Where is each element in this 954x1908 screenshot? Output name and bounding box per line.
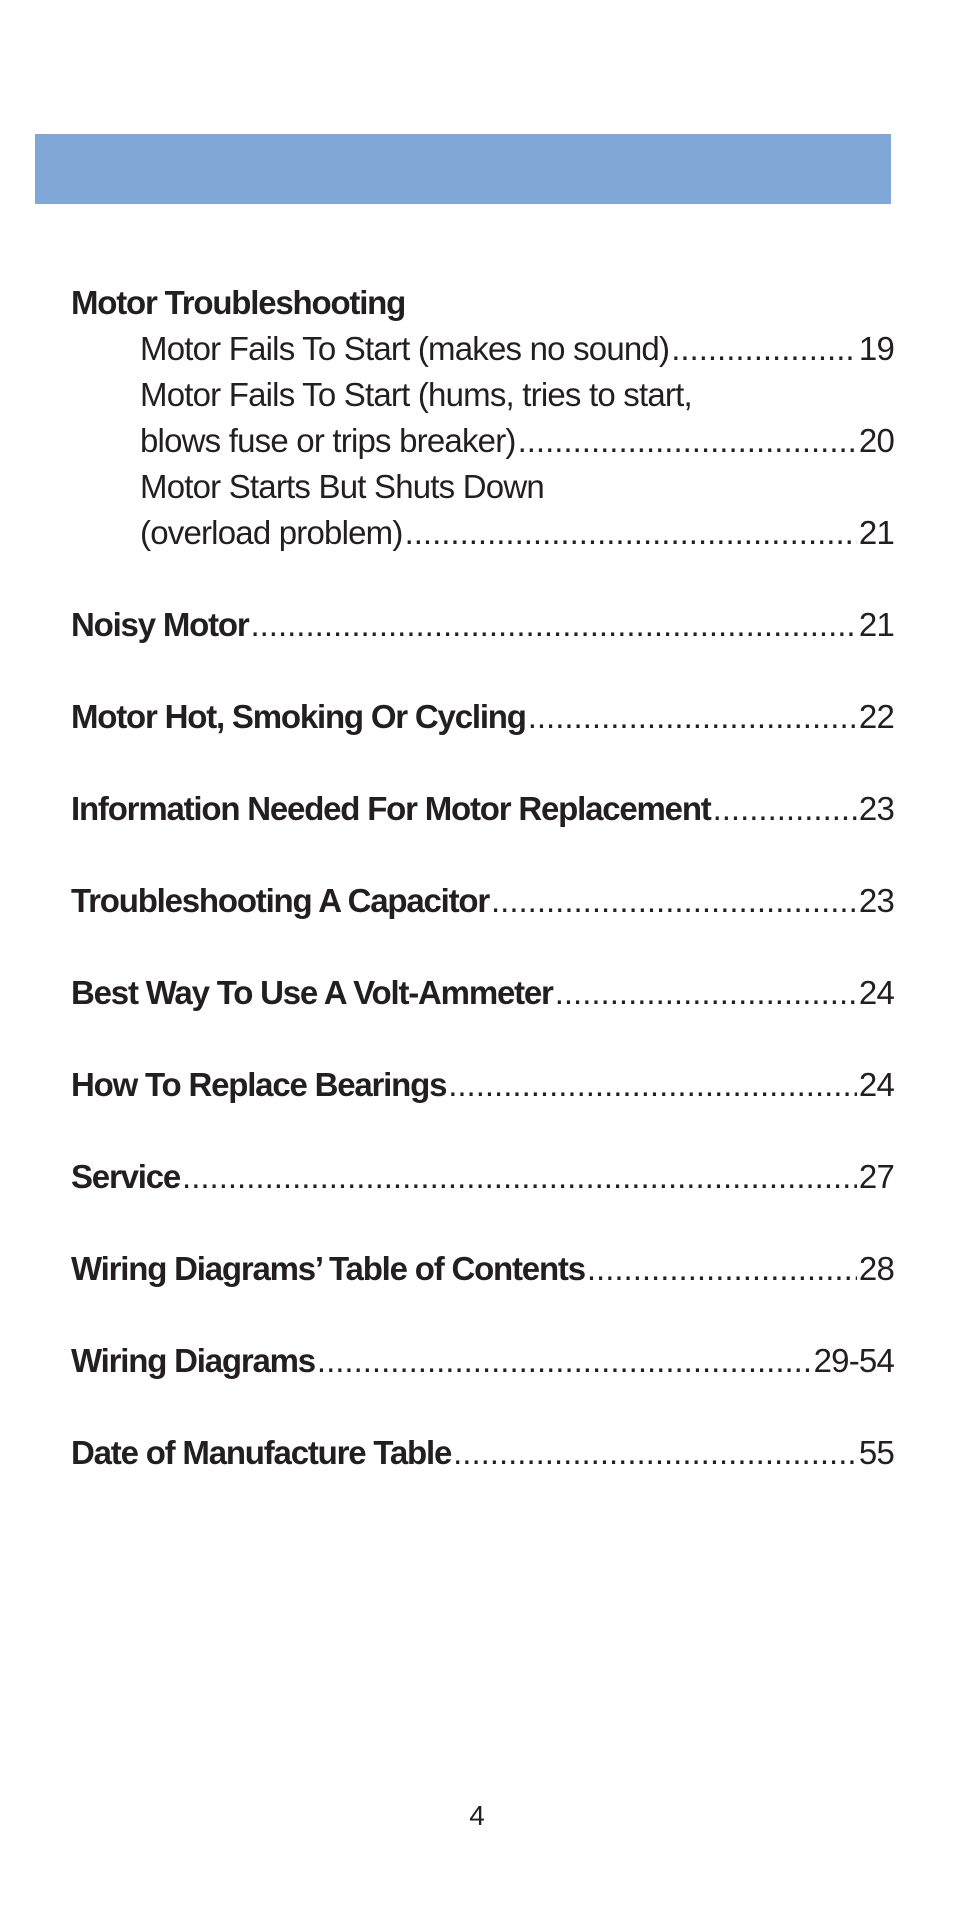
dot-leader [528, 694, 857, 740]
dot-leader [453, 1430, 857, 1476]
toc-subentry-title: Motor Fails To Start (hums, tries to start, [140, 376, 692, 413]
dot-leader [182, 1154, 857, 1200]
toc-entry[interactable] [71, 1430, 894, 1476]
dot-leader [713, 786, 857, 832]
toc-subentry[interactable] [71, 510, 894, 556]
toc-page-number: 19 [858, 330, 894, 367]
toc-page-number: 23 [858, 790, 894, 827]
dot-leader [448, 1062, 857, 1108]
toc-entry[interactable] [71, 878, 894, 924]
header-band [35, 134, 891, 204]
toc-subentry-title: Motor Fails To Start (makes no sound) [140, 330, 670, 367]
toc-entry-title: Troubleshooting A Capacitor [71, 882, 489, 919]
toc-page-number: 23 [858, 882, 894, 919]
toc-page-number: 22 [858, 698, 894, 735]
table-of-contents [71, 280, 894, 1476]
dot-leader [317, 1338, 812, 1384]
toc-entry[interactable] [71, 970, 894, 1016]
toc-entry[interactable] [71, 602, 894, 648]
toc-entry-title: Noisy Motor [71, 606, 249, 643]
dot-leader [555, 970, 857, 1016]
dot-leader [491, 878, 857, 924]
toc-page-number: 28 [858, 1250, 894, 1287]
toc-subentry-title: Motor Starts But Shuts Down [140, 468, 544, 505]
toc-subentry-title: blows fuse or trips breaker) [140, 422, 516, 459]
page-number: 4 [469, 1800, 485, 1831]
dot-leader [671, 326, 857, 372]
toc-subentry[interactable] [71, 418, 894, 464]
toc-entry-title: Wiring Diagrams [71, 1342, 315, 1379]
toc-page-number: 24 [858, 1066, 894, 1103]
toc-entry-title: Information Needed For Motor Replacement [71, 790, 711, 827]
toc-page-number: 21 [858, 514, 894, 551]
dot-leader [250, 602, 856, 648]
toc-subentry-line[interactable] [71, 464, 894, 510]
toc-entry[interactable] [71, 1338, 894, 1384]
toc-subentry[interactable] [71, 326, 894, 372]
toc-heading-label: Motor Troubleshooting [71, 284, 406, 321]
dot-leader [587, 1246, 857, 1292]
dot-leader [518, 418, 857, 464]
toc-entry[interactable] [71, 1246, 894, 1292]
toc-entry[interactable] [71, 1154, 894, 1200]
toc-subentry-title: (overload problem) [140, 514, 403, 551]
toc-entry-title: Service [71, 1158, 181, 1195]
toc-entry-title: Best Way To Use A Volt-Ammeter [71, 974, 553, 1011]
toc-page-number: 55 [858, 1434, 894, 1471]
toc-entry[interactable] [71, 694, 894, 740]
toc-entry-title: Wiring Diagrams’ Table of Contents [71, 1250, 585, 1287]
toc-entry-title: Date of Manufacture Table [71, 1434, 452, 1471]
toc-entry-title: Motor Hot, Smoking Or Cycling [71, 698, 526, 735]
toc-page-number: 21 [858, 606, 894, 643]
dot-leader [405, 510, 857, 556]
toc-entry[interactable] [71, 1062, 894, 1108]
toc-heading-motor-troubleshooting[interactable] [71, 280, 894, 326]
toc-entry-title: How To Replace Bearings [71, 1066, 447, 1103]
toc-entry[interactable] [71, 786, 894, 832]
toc-page-number: 27 [858, 1158, 894, 1195]
toc-page-number: 29-54 [813, 1342, 894, 1379]
toc-page-number: 20 [858, 422, 894, 459]
toc-subentry-line[interactable] [71, 372, 894, 418]
toc-page-number: 24 [858, 974, 894, 1011]
